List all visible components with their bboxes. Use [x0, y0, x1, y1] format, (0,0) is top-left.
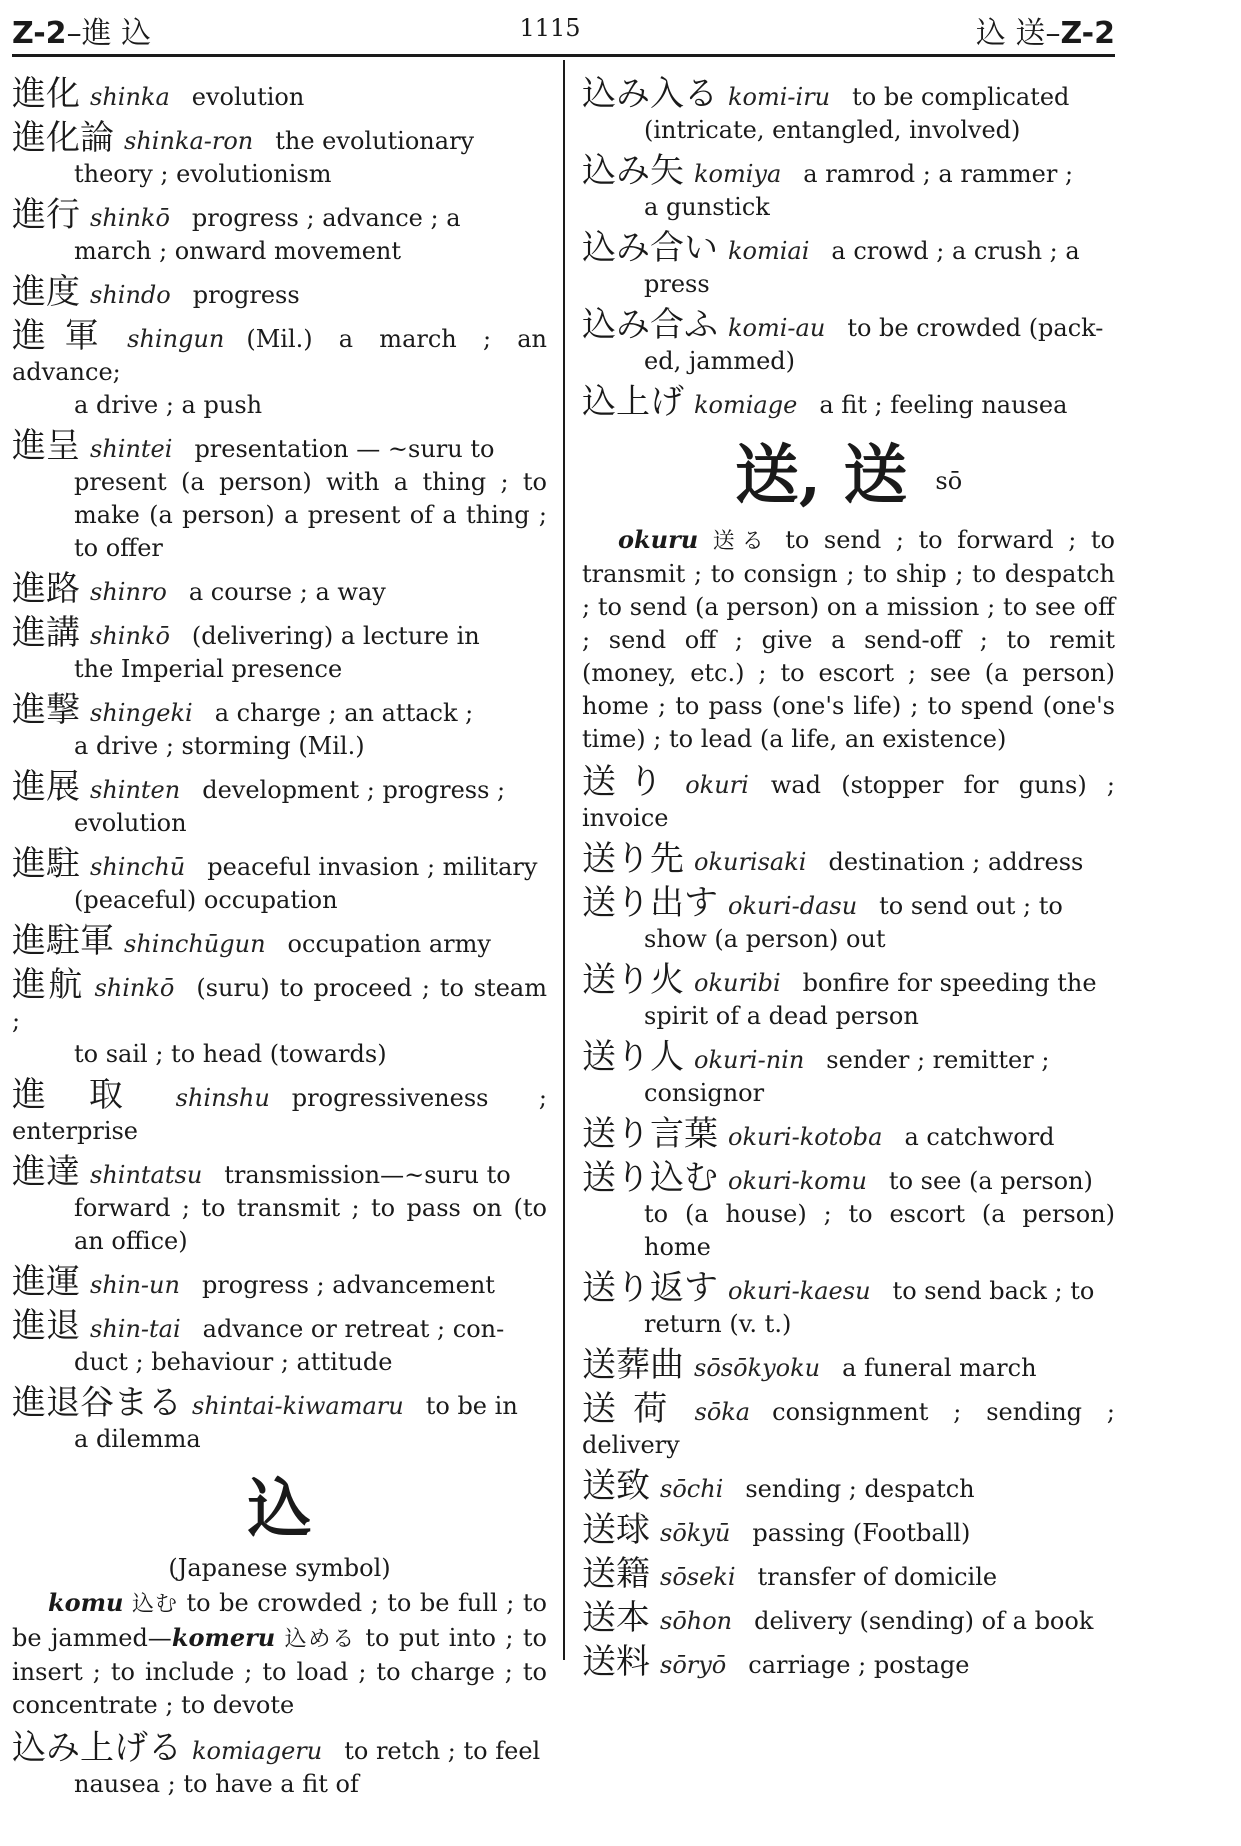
- entry-definition: consignment ; sending ; delivery: [582, 1397, 1115, 1459]
- entry-continuation: return (v. t.): [644, 1309, 792, 1338]
- dictionary-entry: [582, 1345, 1115, 1385]
- entry-definition: peaceful invasion ; military: [207, 853, 538, 881]
- dictionary-entry: [12, 195, 547, 268]
- entry-romanization: sōka: [694, 1397, 751, 1426]
- entry-headword: 進講: [12, 613, 80, 653]
- entry-definition: development ; progress ;: [202, 776, 506, 804]
- entry-headword: 送り先: [582, 838, 684, 879]
- entry-definition: a crowd ; a crush ; a: [831, 237, 1080, 265]
- dictionary-entry: [12, 1152, 547, 1258]
- entry-definition: destination ; address: [828, 847, 1084, 876]
- entry-romanization: shinkō: [90, 622, 170, 650]
- section-paragraph-okuru: [582, 523, 1115, 756]
- section-paragraph-komu: [12, 1586, 547, 1722]
- entry-romanization: shinten: [90, 776, 181, 804]
- entry-headword: 進呈: [12, 426, 80, 466]
- entry-headword: 進退谷まる: [12, 1383, 182, 1423]
- entry-romanization: sōsōkyoku: [694, 1353, 821, 1382]
- entry-definition: a funeral march: [842, 1353, 1037, 1382]
- entry-definition: transfer of domicile: [757, 1562, 998, 1591]
- dictionary-entry: [12, 921, 547, 961]
- entry-romanization: komiage: [694, 391, 798, 419]
- entry-romanization: shinkō: [90, 204, 170, 232]
- entry-headword: 送葬曲: [582, 1344, 684, 1385]
- entry-definition: to be in: [425, 1392, 518, 1420]
- dictionary-entry: [582, 1268, 1115, 1341]
- para-headword: komu: [48, 1588, 124, 1617]
- entry-headword: 進運: [12, 1262, 80, 1302]
- entry-romanization: okuri-kotoba: [728, 1122, 883, 1151]
- entry-romanization: shintai-kiwamaru: [192, 1392, 404, 1420]
- dictionary-entry: [582, 960, 1115, 1033]
- entry-definition: (delivering) a lecture in: [191, 622, 480, 650]
- para-kanji: 送る: [712, 528, 771, 554]
- entry-romanization: sōryō: [660, 1650, 727, 1679]
- entry-continuation: duct ; behaviour ; attitude: [74, 1348, 393, 1376]
- entry-headword: 進化論: [12, 118, 114, 158]
- entry-definition: a course ; a way: [188, 578, 386, 606]
- entry-definition: a catchword: [904, 1122, 1055, 1151]
- header-left-kanji: 進 込: [81, 16, 152, 51]
- entry-romanization: shinro: [90, 578, 167, 606]
- entry-headword: 送本: [582, 1597, 650, 1638]
- entry-continuation: present (a person) with a thing ; to make (a person) a present of a thing ; to offer: [74, 468, 547, 562]
- entry-definition: to see (a person): [888, 1166, 1093, 1195]
- entry-definition: delivery (sending) of a book: [754, 1606, 1094, 1635]
- entry-definition: a ramrod ; a rammer ;: [803, 160, 1074, 188]
- para-headword: okuru: [618, 524, 699, 554]
- entry-romanization: shingun: [127, 325, 225, 353]
- entry-definition: (Mil.) a march ; an advance;: [12, 325, 547, 386]
- entry-romanization: shingeki: [90, 699, 193, 727]
- entry-romanization: shinkō: [94, 974, 175, 1002]
- entry-headword: 進駐軍: [12, 921, 114, 961]
- section-reading: sō: [935, 466, 963, 495]
- column-divider: [563, 60, 565, 1660]
- dictionary-entry: [12, 690, 547, 763]
- header-left: [12, 8, 151, 52]
- entry-romanization: shin-un: [90, 1271, 180, 1299]
- entry-headword: 進達: [12, 1152, 80, 1192]
- entry-definition: to send back ; to: [892, 1276, 1095, 1305]
- section-kanji: 込: [247, 1472, 312, 1547]
- entry-headword: 進退: [12, 1306, 80, 1346]
- section-heading-okuru: [582, 436, 1115, 521]
- entry-headword: 送荷: [582, 1388, 685, 1429]
- entry-definition: progress ; advancement: [201, 1271, 495, 1299]
- dictionary-entry: [12, 569, 547, 609]
- entry-definition: evolution: [191, 83, 305, 111]
- entry-headword: 込み上げる: [12, 1728, 182, 1768]
- para-kanji-2: 込める: [284, 1627, 356, 1652]
- entry-definition: sending ; despatch: [745, 1474, 975, 1503]
- entry-headword: 進路: [12, 569, 80, 609]
- dictionary-entry: [582, 228, 1115, 301]
- entry-continuation: show (a person) out: [644, 924, 886, 953]
- entry-romanization: okuri-dasu: [728, 891, 858, 920]
- entry-headword: 送り人: [582, 1036, 684, 1077]
- section-subtitle: (Japanese symbol): [168, 1554, 391, 1582]
- dictionary-entry: [12, 1262, 547, 1302]
- dictionary-entry: [582, 1510, 1115, 1550]
- entry-romanization: komiya: [694, 160, 782, 188]
- entry-headword: 進化: [12, 74, 80, 114]
- dictionary-entry: [12, 844, 547, 917]
- dictionary-entry: [582, 1114, 1115, 1154]
- entry-romanization: sōchi: [660, 1474, 724, 1503]
- entry-continuation: nausea ; to have a fit of: [74, 1770, 359, 1798]
- dictionary-entry: [582, 305, 1115, 378]
- para-headword-2: komeru: [171, 1623, 276, 1652]
- entry-headword: 進行: [12, 195, 80, 235]
- left-entries-b: [12, 1728, 547, 1801]
- entry-romanization: sōkyū: [660, 1518, 731, 1547]
- dictionary-entry: [582, 839, 1115, 879]
- entry-definition: a fit ; feeling nausea: [819, 391, 1068, 419]
- dictionary-entry: [12, 272, 547, 312]
- entry-headword: 送籍: [582, 1553, 650, 1594]
- header-right-kanji: 込 送: [975, 16, 1046, 51]
- entry-continuation: evolution: [74, 809, 187, 837]
- dictionary-entry: [582, 1158, 1115, 1264]
- entry-headword: 送り: [582, 761, 676, 802]
- dictionary-entry: [12, 1306, 547, 1379]
- para-text-2: to put into ; to insert ; to include ; to load ; to charge ; to concentrate ; to devote: [12, 1624, 547, 1719]
- entry-definition: bonfire for speeding the: [802, 968, 1097, 997]
- entry-romanization: komiai: [728, 237, 810, 265]
- dictionary-entry: [12, 965, 547, 1071]
- page-number: 1115: [519, 14, 581, 42]
- entry-romanization: okuri-komu: [728, 1166, 867, 1195]
- para-text: to send ; to forward ; to transmit ; to consign ; to ship ; to despatch ; to send (a person) on a mission ; to see off ; send off ; give a send-off ; to remit (money, etc.) ; to escort ; see (a person) home ; to pass (one's life) ; to spend (one's time) ; to lead (a life, an existence): [582, 525, 1115, 753]
- entry-definition: occupation army: [287, 930, 491, 958]
- entry-headword: 送り言葉: [582, 1113, 718, 1154]
- entry-romanization: okurisaki: [694, 847, 807, 876]
- entry-romanization: komi-iru: [728, 83, 831, 111]
- dictionary-entry: [12, 1383, 547, 1456]
- dictionary-entry: [582, 1466, 1115, 1506]
- entry-headword: 進撃: [12, 690, 80, 730]
- header-right-code: Z-2: [1060, 16, 1115, 51]
- entry-romanization: okuri-kaesu: [728, 1276, 871, 1305]
- entry-romanization: komi-au: [728, 314, 826, 342]
- right-entries-a: [582, 74, 1115, 422]
- entry-headword: 進取: [12, 1075, 166, 1115]
- dictionary-entry: [12, 1728, 547, 1801]
- entry-continuation: a dilemma: [74, 1425, 201, 1453]
- entry-definition: to send out ; to: [879, 891, 1063, 920]
- header-dash: –: [66, 16, 82, 51]
- entry-definition: a charge ; an attack ;: [214, 699, 474, 727]
- entry-headword: 進展: [12, 767, 80, 807]
- entry-continuation: spirit of a dead person: [644, 1001, 919, 1030]
- dictionary-entry: [582, 74, 1115, 147]
- entry-definition: (suru) to proceed ; to steam ;: [12, 974, 548, 1035]
- entry-romanization: shinka-ron: [124, 127, 254, 155]
- dictionary-entry: [582, 382, 1115, 422]
- dictionary-entry: [12, 118, 547, 191]
- entry-continuation: a gunstick: [644, 193, 770, 221]
- entry-definition: to be complicated: [852, 83, 1070, 111]
- entry-romanization: shinchū: [90, 853, 186, 881]
- entry-headword: 込上げ: [582, 382, 684, 422]
- entry-romanization: shinshu: [175, 1084, 270, 1112]
- entry-continuation: theory ; evolutionism: [74, 160, 332, 188]
- left-column: [12, 74, 547, 1805]
- entry-continuation: the Imperial presence: [74, 655, 343, 683]
- dictionary-entry: [12, 426, 547, 565]
- entry-definition: presentation — ~suru to: [194, 435, 495, 463]
- header-left-code: Z-2: [12, 16, 67, 51]
- entry-headword: 進軍: [12, 316, 118, 356]
- section-kanji: 送, 送: [734, 438, 908, 513]
- right-column: [582, 74, 1115, 1686]
- entry-continuation: a drive ; a push: [74, 391, 263, 419]
- entry-romanization: shintatsu: [90, 1161, 203, 1189]
- entry-continuation: consignor: [644, 1078, 765, 1107]
- entry-headword: 送り火: [582, 959, 684, 1000]
- entry-headword: 込み合い: [582, 228, 718, 268]
- entry-continuation: (peaceful) occupation: [74, 886, 338, 914]
- dictionary-entry: [582, 762, 1115, 835]
- entry-romanization: okuri-nin: [694, 1045, 805, 1074]
- entry-definition: passing (Football): [752, 1518, 971, 1547]
- dictionary-entry: [582, 1554, 1115, 1594]
- dictionary-entry: [582, 151, 1115, 224]
- left-entries-a: [12, 74, 547, 1456]
- entry-headword: 送球: [582, 1509, 650, 1550]
- entry-romanization: sōhon: [660, 1606, 733, 1635]
- dictionary-entry: [582, 1642, 1115, 1682]
- dictionary-entry: [12, 1075, 547, 1148]
- entry-definition: progress: [192, 281, 300, 309]
- entry-romanization: okuri: [685, 770, 749, 799]
- entry-definition: advance or retreat ; con-: [202, 1315, 505, 1343]
- entry-headword: 送致: [582, 1465, 650, 1506]
- entry-continuation: ed, jammed): [644, 347, 796, 375]
- para-kanji: 込む: [132, 1592, 178, 1617]
- dictionary-entry: [582, 1389, 1115, 1462]
- entry-headword: 込み合ふ: [582, 305, 718, 345]
- entry-romanization: sōseki: [660, 1562, 736, 1591]
- entry-headword: 送り出す: [582, 882, 718, 923]
- header-right: [976, 8, 1115, 52]
- dictionary-entry: [12, 316, 547, 422]
- header-dash: –: [1045, 16, 1061, 51]
- entry-continuation: forward ; to transmit ; to pass on (to an office): [74, 1194, 547, 1255]
- section-heading-komu: [12, 1470, 547, 1550]
- entry-definition: carriage ; postage: [748, 1650, 970, 1679]
- entry-definition: the evolutionary: [275, 127, 475, 155]
- entry-romanization: komiageru: [192, 1737, 323, 1765]
- entry-continuation: (intricate, entangled, involved): [644, 116, 1021, 144]
- entry-headword: 込み入る: [582, 74, 718, 114]
- entry-definition: wad (stopper for guns) ; invoice: [582, 770, 1115, 832]
- entry-romanization: shin-tai: [90, 1315, 181, 1343]
- entry-continuation: march ; onward movement: [74, 237, 402, 265]
- para-text: to be crowded ; to be full ; to be jammed—: [12, 1589, 547, 1652]
- entry-continuation: a drive ; storming (Mil.): [74, 732, 365, 760]
- entry-definition: progress ; advance ; a: [191, 204, 461, 232]
- entry-romanization: okuribi: [694, 968, 781, 997]
- entry-romanization: shindo: [90, 281, 171, 309]
- entry-definition: progressiveness ; enterprise: [12, 1084, 548, 1145]
- entry-definition: to be crowded (pack-: [847, 314, 1104, 342]
- entry-definition: transmission—~suru to: [224, 1161, 511, 1189]
- dictionary-entry: [12, 74, 547, 114]
- entry-romanization: shinka: [90, 83, 170, 111]
- dictionary-entry: [12, 767, 547, 840]
- dictionary-entry: [582, 1037, 1115, 1110]
- dictionary-entry: [12, 613, 547, 686]
- entry-headword: 進航: [12, 965, 85, 1005]
- entry-continuation: to sail ; to head (towards): [74, 1040, 387, 1068]
- page-header: [0, 8, 1115, 52]
- entry-definition: to retch ; to feel: [344, 1737, 541, 1765]
- entry-romanization: shintei: [90, 435, 173, 463]
- entry-headword: 進駐: [12, 844, 80, 884]
- entry-definition: sender ; remitter ;: [826, 1045, 1050, 1074]
- entry-headword: 送り込む: [582, 1157, 718, 1198]
- entry-headword: 送り返す: [582, 1267, 718, 1308]
- right-entries-b: [582, 762, 1115, 1682]
- header-rule: [12, 54, 1115, 57]
- entry-continuation: press: [644, 270, 710, 298]
- entry-headword: 送料: [582, 1641, 650, 1682]
- entry-headword: 進度: [12, 272, 80, 312]
- entry-romanization: shinchūgun: [124, 930, 266, 958]
- entry-headword: 込み矢: [582, 151, 684, 191]
- dictionary-entry: [582, 883, 1115, 956]
- entry-continuation: to (a house) ; to escort (a person) home: [644, 1199, 1115, 1261]
- dictionary-entry: [582, 1598, 1115, 1638]
